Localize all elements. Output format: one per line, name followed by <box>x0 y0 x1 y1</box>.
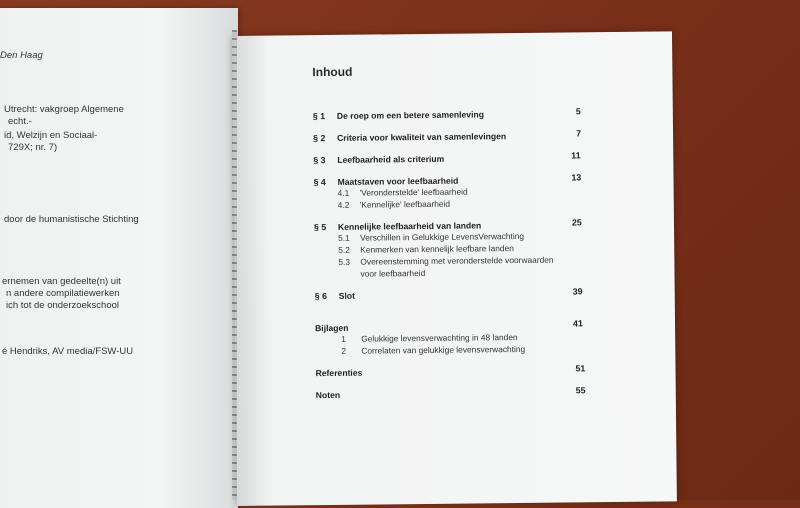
toc-entry-number: § 4 <box>313 177 326 188</box>
toc-entry-number: § 3 <box>313 155 326 166</box>
left-line: echt.- <box>8 116 32 127</box>
toc-entry-label: Criteria voor kwaliteit van samenlevingen <box>337 131 507 143</box>
toc-entry-page: 5 <box>575 106 581 117</box>
toc-entry-page: 11 <box>571 150 581 161</box>
toc-entry-label: Bijlagen <box>315 322 349 334</box>
right-page <box>232 31 677 506</box>
toc-title: Inhoud <box>312 64 353 80</box>
toc-entry-label: Kennelijke leefbaarheid van landen <box>337 220 482 232</box>
toc-subentry-label: Gelukkige levensverwachting in 48 landen <box>361 332 518 344</box>
toc-subentry-number: 4.1 <box>337 187 350 198</box>
left-page <box>0 8 238 508</box>
toc-entry-label: Maatstaven voor leefbaarheid <box>337 175 459 187</box>
left-line: id, Welzijn en Sociaal- <box>4 130 98 141</box>
toc-subentry-number: 4.2 <box>337 199 350 210</box>
toc-entry-page: 41 <box>572 318 583 329</box>
toc-entry-number: § 1 <box>312 111 326 122</box>
toc-subentry-label: Kenmerken van kennelijk leefbare landen <box>360 243 514 255</box>
toc-entry-page: 39 <box>572 286 583 297</box>
left-line: 729X; nr. 7) <box>8 142 58 153</box>
toc-subentry-label: voor leefbaarheid <box>360 267 426 279</box>
toc-subentry-number: 5.1 <box>338 232 350 243</box>
toc-entry-page: 55 <box>575 385 586 396</box>
toc-subentry-number: 5.2 <box>338 244 350 255</box>
left-line: n andere compilatiewerken <box>6 288 120 299</box>
toc-entry-label: Slot <box>338 290 356 301</box>
toc-entry-number: § 5 <box>313 222 327 233</box>
binding-spine <box>232 30 237 500</box>
toc-subentry <box>338 188 350 198</box>
toc-entry-label: Referenties <box>315 367 363 379</box>
toc-subentry-number: 1 <box>341 333 346 344</box>
left-line: é Hendriks, AV media/FSW-UU <box>2 346 134 357</box>
toc-subentry-label: 'Kennelijke' leefbaarheid <box>359 198 451 210</box>
left-line: ich tot de onderzoekschool <box>6 300 120 311</box>
toc-subentry <box>338 200 350 210</box>
toc-subentry-number: 5.3 <box>338 256 351 267</box>
toc-entry-page: 13 <box>571 172 582 183</box>
left-line: ernemen van gedeelte(n) uit <box>2 276 121 287</box>
left-line: door de humanistische Stichting <box>4 214 139 225</box>
toc-subentry-number: 2 <box>341 345 347 356</box>
toc-subentry-label: Correlaten van gelukkige levensverwachting <box>361 343 526 356</box>
toc-entry-number: § 2 <box>313 133 326 144</box>
toc-entry-page: 25 <box>571 217 582 228</box>
toc-entry-label: Noten <box>315 389 341 401</box>
toc-subentry-label: Overeenstemming met veronderstelde voorwaarden <box>360 254 554 267</box>
toc-entry-label: De roep om een betere samenleving <box>336 109 484 121</box>
left-line: Den Haag <box>0 50 43 61</box>
toc-subentry-label: Verschillen in Gelukkige LevensVerwachting <box>360 230 525 243</box>
toc-entry-page: 51 <box>575 363 586 374</box>
toc-entry-page: 7 <box>575 128 581 139</box>
left-line: Utrecht: vakgroep Algemene <box>4 104 124 115</box>
toc-entry-label: Leefbaarheid als criterium <box>337 153 445 165</box>
toc-entry-number: § 6 <box>314 291 328 302</box>
toc-subentry-label: 'Veronderstelde' leefbaarheid <box>359 186 468 198</box>
